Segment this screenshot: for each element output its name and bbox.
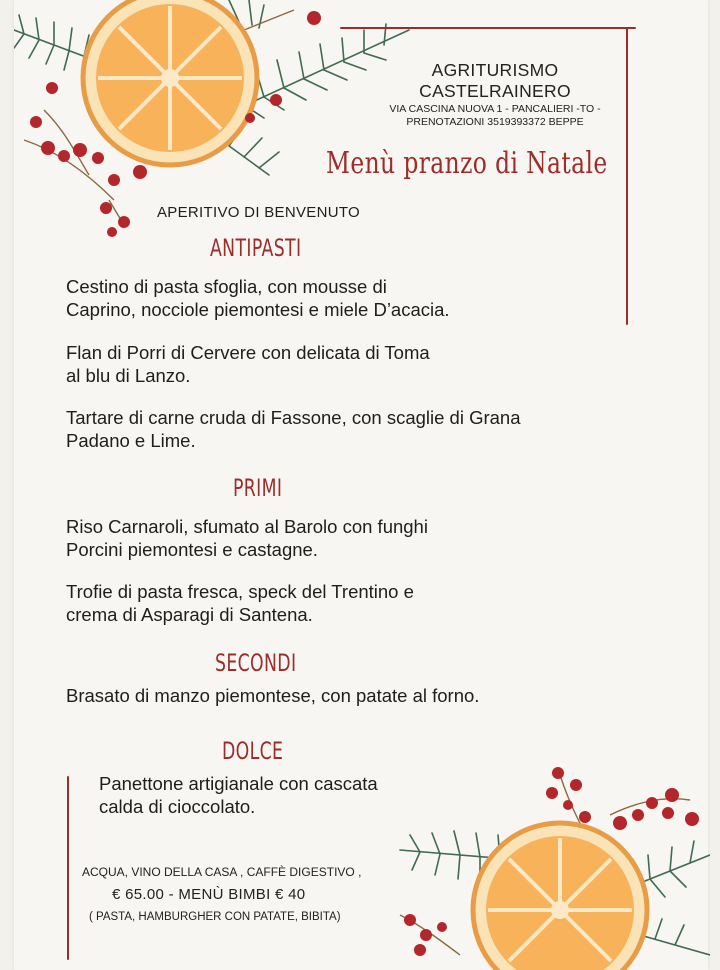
dish-primo-2-line1: Trofie di pasta fresca, speck del Trentino e: [66, 581, 414, 602]
business-name-line1: AGRITURISMO: [431, 60, 559, 80]
frame-line-left: [67, 776, 69, 960]
section-heading-secondi: SECONDI: [215, 649, 297, 677]
dish-antipasto-2-line2: al blu di Lanzo.: [66, 365, 191, 386]
dish-antipasto-1-line2: Caprino, nocciole piemontesi e miele D’acacia.: [66, 299, 450, 320]
included-drinks: ACQUA, VINO DELLA CASA , CAFFÈ DIGESTIVO ,: [82, 865, 362, 879]
dish-secondo-1: Brasato di manzo piemontese, con patate al forno.: [66, 685, 480, 706]
booking-line: PRENOTAZIONI 3519393372 BEPPE: [406, 116, 584, 128]
dish-antipasto-3-line1: Tartare di carne cruda di Fassone, con scaglie di Grana: [66, 407, 521, 428]
dish-antipasto-1-line1: Cestino di pasta sfoglia, con mousse di: [66, 276, 387, 297]
dish-antipasto-2-line1: Flan di Porri di Cervere con delicata di Toma: [66, 342, 430, 363]
address-line: VIA CASCINA NUOVA 1 - PANCALIERI -TO -: [389, 103, 601, 115]
business-name-line2: CASTELRAINERO: [419, 81, 571, 101]
menu-title: Menù pranzo di Natale: [326, 146, 608, 181]
dish-dolce-1-line2: calda di cioccolato.: [99, 796, 256, 817]
welcome-aperitif: APERITIVO DI BENVENUTO: [157, 204, 361, 221]
dish-primo-1-line2: Porcini piemontesi e castagne.: [66, 539, 318, 560]
frame-line-right: [626, 27, 628, 325]
section-heading-antipasti: ANTIPASTI: [210, 234, 302, 262]
orange-pine-decoration-icon: [380, 755, 710, 970]
dish-primo-1-line1: Riso Carnaroli, sfumato al Barolo con funghi: [66, 516, 428, 537]
dish-dolce-1-line1: Panettone artigianale con cascata: [99, 773, 378, 794]
section-heading-primi: PRIMI: [233, 474, 283, 502]
menu-price: € 65.00 - MENÙ BIMBI € 40: [112, 886, 306, 903]
dish-antipasto-3-line2: Padano e Lime.: [66, 430, 196, 451]
section-heading-dolce: DOLCE: [222, 737, 284, 765]
kids-menu-details: ( PASTA, HAMBURGHER CON PATATE, BIBITA): [89, 911, 341, 923]
dish-primo-2-line2: crema di Asparagi di Santena.: [66, 604, 313, 625]
frame-line-top: [340, 27, 636, 29]
